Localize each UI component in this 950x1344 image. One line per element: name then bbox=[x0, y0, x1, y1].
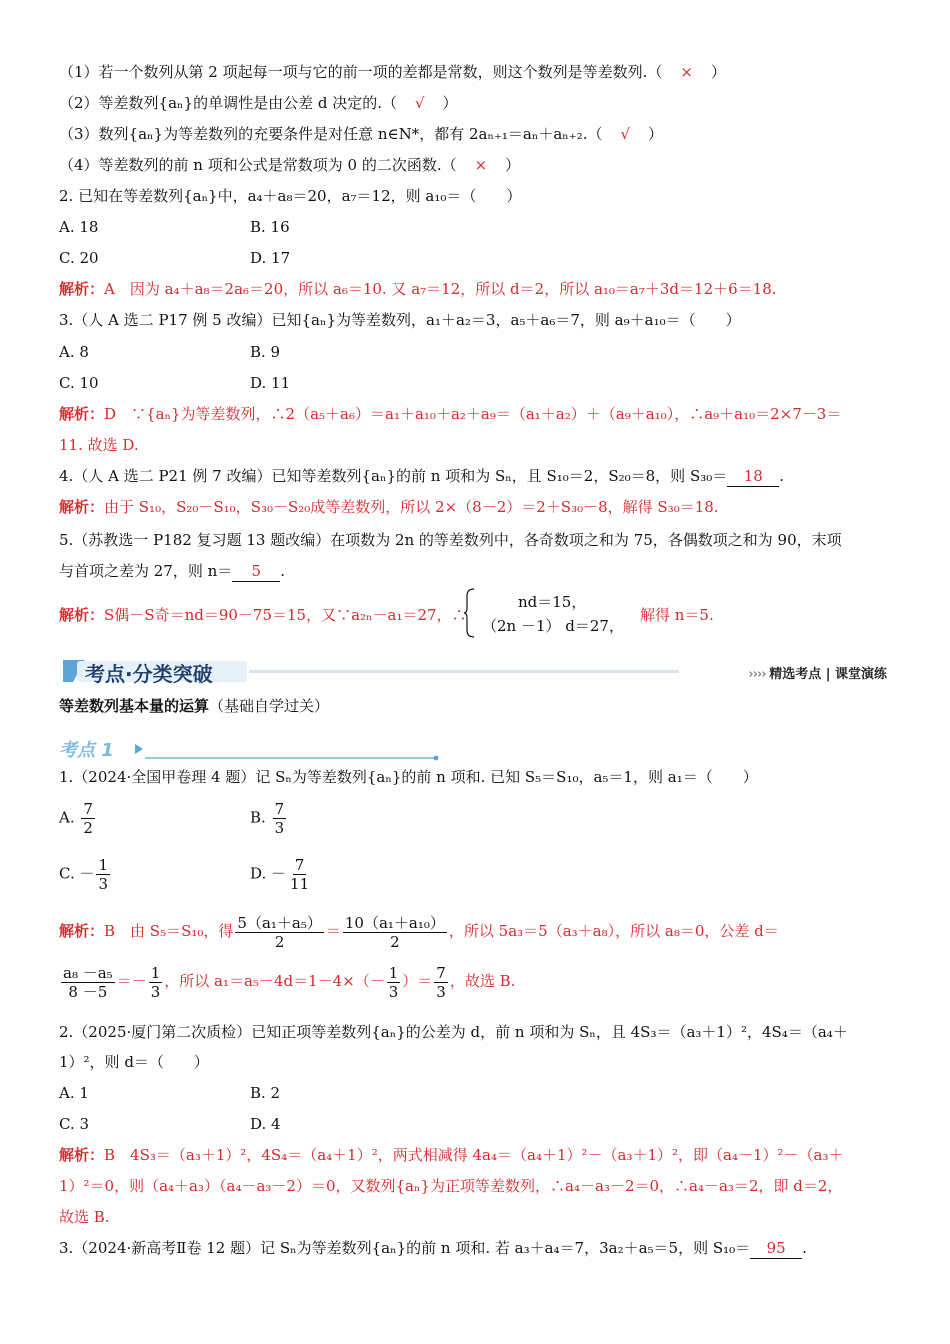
judgement-3: （3）数列{aₙ}为等差数列的充要条件是对任意 n∈N*，都有 2aₙ₊₁＝aₙ＋aₙ₊₂.（ √ ） bbox=[59, 125, 664, 143]
fraction: $\frac{\text{10（a₁＋a₁₀）}}{2}$ bbox=[344, 913, 445, 951]
section-title: 考点·分类突破 bbox=[85, 662, 213, 686]
question-2-stem: 2. 已知在等差数列{aₙ}中，a₄＋a₈＝20，a₇＝12，则 a₁₀＝（ ） bbox=[59, 187, 522, 205]
judgement-mark: √ bbox=[414, 94, 425, 112]
solution-p2: 解析：B 4S₃＝（a₃＋1）²，4S₄＝（a₄＋1）²，两式相减得 4a₄＝（a₄＋1）²－（a₃＋1）²，即（a₄－1）²－（a₃＋ bbox=[59, 1146, 844, 1164]
fraction: $\frac{7}{3}$ bbox=[274, 800, 285, 837]
solution-label: 解析： bbox=[59, 405, 105, 423]
section-right-label: ›››› 精选考点 | 课堂演练 bbox=[748, 667, 887, 682]
option-c: C. 10 bbox=[59, 374, 99, 392]
solution-q5: 解析：S偶－S奇＝nd＝90－75＝15，又∵a₂ₙ－a₁＝27，∴ bbox=[59, 606, 467, 624]
option-b: B. 16 bbox=[250, 218, 290, 236]
tag-text: 考点 1 bbox=[59, 740, 114, 761]
answer-blank: 18 bbox=[727, 466, 779, 487]
option-d: D. 4 bbox=[250, 1115, 281, 1133]
answer-blank: 95 bbox=[750, 1238, 802, 1259]
solution-p2-end: 故选 B. bbox=[59, 1208, 110, 1226]
option-a: A. 1 bbox=[59, 1084, 89, 1102]
option-b: B. 2 bbox=[250, 1084, 281, 1102]
practice-3-stem: 3.（2024·新高考Ⅱ卷 12 题）记 Sₙ为等差数列{aₙ}的前 n 项和. 若 a₃＋a₄＝7，3a₂＋a₅＝5，则 S₁₀＝ 95 . bbox=[59, 1239, 807, 1257]
tag-line bbox=[59, 736, 449, 762]
option-b: B. 9 bbox=[250, 343, 281, 361]
solution-p2-cont: 1）²＝0，则（a₄＋a₃）（a₄－a₃－2）＝0，又数列{aₙ}为正项等差数列，∴a₄－a₃－2＝0，∴a₄－a₃＝2，即 d＝2， bbox=[59, 1177, 843, 1195]
fraction: $\frac{1}{3}$ bbox=[98, 856, 109, 893]
question-3-stem: 3.（人 A 选二 P17 例 5 改编）已知{aₙ}为等差数列，a₁＋a₂＝3，a₅＋a₆＝7，则 a₉＋a₁₀＝（ ） bbox=[59, 311, 741, 329]
question-5-stem-cont: 与首项之差为 27，则 n＝ 5 . bbox=[59, 562, 286, 580]
system-equation-2: （2n －1） d＝27， bbox=[482, 617, 624, 635]
option-b: B. $\frac{7}{3}$ bbox=[250, 800, 285, 837]
fraction: $\frac{1}{3}$ bbox=[388, 963, 399, 1001]
judgement-4: （4）等差数列的前 n 项和公式是常数项为 0 的二次函数.（ × ） bbox=[59, 156, 521, 174]
solution-p1: 解析：B 由 S₅＝S₁₀，得 $\frac{\text{5（a₁＋a₅）}}{2}$ ＝ $\frac{\text{10（a₁＋a₁₀）}}{2}$ ，所以 5a₃＝5（a₃＋a₈），所以 a₈＝0，公差 d＝ bbox=[59, 913, 779, 951]
question-4-stem: 4.（人 A 选二 P21 例 7 改编）已知等差数列{aₙ}的前 n 项和为 Sₙ，且 S₁₀＝2，S₂₀＝8，则 S₃₀＝ 18 . bbox=[59, 467, 785, 485]
judgement-1: （1）若一个数列从第 2 项起每一项与它的前一项的差都是常数，则这个数列是等差数列.（ × ） bbox=[59, 63, 726, 81]
practice-1-stem: 1.（2024·全国甲卷理 4 题）记 Sₙ为等差数列{aₙ}的前 n 项和. 已知 S₅＝S₁₀，a₅＝1，则 a₁＝（ ） bbox=[59, 768, 758, 786]
chevrons-icon: ›››› bbox=[748, 667, 770, 682]
solution-p1-cont: $\frac{\text{a₈ －a₅}}{8 -5}$ ＝－ $\frac{1}{3}$ ，所以 a₁＝a₅－4d＝1－4×（－ $\frac{1}{3}$ ）＝ $\frac{7}{3}$ ，故选 B. bbox=[63, 963, 516, 1001]
fraction: $\frac{7}{3}$ bbox=[436, 963, 446, 1001]
judgement-mark: × bbox=[474, 156, 488, 174]
solution-label: 解析： bbox=[59, 606, 105, 624]
option-c: C. － $\frac{1}{3}$ bbox=[59, 856, 109, 893]
brace-icon bbox=[464, 588, 476, 638]
solution-q5-result: 解得 n＝5. bbox=[640, 606, 714, 624]
solution-label: 解析： bbox=[59, 922, 105, 940]
solution-q4: 解析：由于 S₁₀，S₂₀－S₁₀，S₃₀－S₂₀成等差数列，所以 2×（8－2）＝2＋S₃₀－8，解得 S₃₀＝18. bbox=[59, 498, 719, 516]
solution-label: 解析： bbox=[59, 498, 105, 516]
solution-label: 解析： bbox=[59, 1146, 105, 1164]
fraction: $\frac{\text{a₈ －a₅}}{8 -5}$ bbox=[63, 963, 113, 1001]
option-d: D. 11 bbox=[250, 374, 291, 392]
question-5-stem: 5.（苏教选一 P182 复习题 13 题改编）在项数为 2n 的等差数列中，各奇数项之和为 75，各偶数项之和为 90，末项 bbox=[59, 531, 842, 549]
option-a: A. $\frac{7}{2}$ bbox=[59, 800, 93, 837]
option-c: C. 20 bbox=[59, 249, 99, 267]
practice-2-stem-cont: 1）²，则 d＝（ ） bbox=[59, 1053, 209, 1071]
fraction: $\frac{7}{11}$ bbox=[290, 856, 310, 893]
judgement-2: （2）等差数列{aₙ}的单调性是由公差 d 决定的.（ √ ） bbox=[59, 94, 458, 112]
option-a: A. 18 bbox=[59, 218, 99, 236]
option-a: A. 8 bbox=[59, 343, 89, 361]
option-d: D. 17 bbox=[250, 249, 291, 267]
solution-label: 解析： bbox=[59, 280, 105, 298]
fraction: $\frac{7}{2}$ bbox=[83, 800, 93, 837]
section-banner bbox=[59, 656, 889, 686]
fraction: $\frac{1}{3}$ bbox=[150, 963, 161, 1001]
kaodian-tag bbox=[59, 736, 449, 762]
judgement-mark: × bbox=[680, 63, 693, 81]
topic-title: 等差数列基本量的运算（基础自学过关） bbox=[59, 697, 330, 715]
solution-q3-cont: 11. 故选 D. bbox=[59, 436, 139, 454]
practice-2-stem: 2.（2025·厦门第二次质检）已知正项等差数列{aₙ}的公差为 d，前 n 项和为 Sₙ，且 4S₃＝（a₃＋1）²，4S₄＝（a₄＋ bbox=[59, 1023, 848, 1041]
solution-q3: 解析：D ∵{aₙ}为等差数列，∴2（a₅＋a₆）＝a₁＋a₁₀＋a₂＋a₉＝（a₁＋a₂）＋（a₉＋a₁₀），∴a₉＋a₁₀＝2×7－3＝ bbox=[59, 405, 842, 423]
system-equation-1: nd＝15， bbox=[518, 593, 587, 611]
answer-blank: 5 bbox=[232, 561, 280, 582]
option-d: D. － $\frac{7}{11}$ bbox=[250, 856, 310, 893]
solution-q2: 解析：A 因为 a₄＋a₈＝2a₆＝20，所以 a₆＝10. 又 a₇＝12，所以 d＝2，所以 a₁₀＝a₇＋3d＝12＋6＝18. bbox=[59, 280, 777, 298]
option-c: C. 3 bbox=[59, 1115, 90, 1133]
judgement-mark: √ bbox=[620, 125, 631, 143]
fraction: $\frac{\text{5（a₁＋a₅）}}{2}$ bbox=[237, 913, 322, 951]
